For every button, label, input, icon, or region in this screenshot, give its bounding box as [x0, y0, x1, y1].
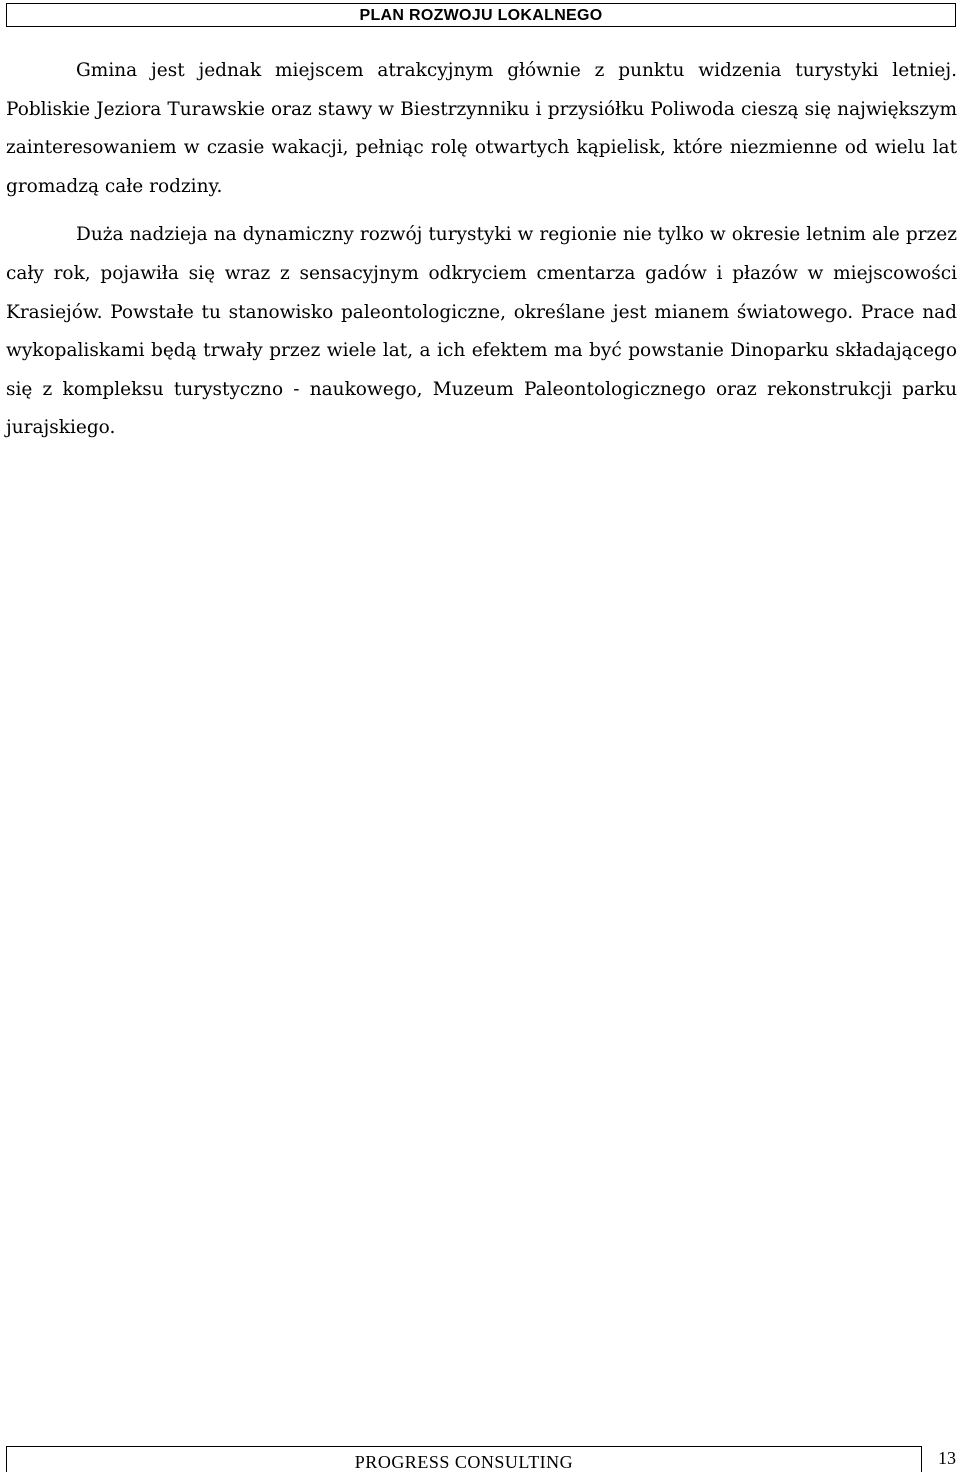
page-number: 13 [938, 1448, 956, 1468]
page-body [6, 52, 957, 458]
running-footer [6, 1446, 956, 1472]
footer-company-name: PROGRESS CONSULTING [354, 1452, 574, 1472]
paragraph-tourism-summer: Gmina jest jednak miejscem atrakcyjnym głównie z punktu widzenia turystyki letniej. Pobliskie Jeziora Turawskie oraz stawy w Biestrzynniku i przysiółku Poliwoda cieszą się największym zainteresowaniem w czasie wakacji, pełniąc rolę otwartych kąpielisk, które niezmienne od wielu lat gromadzą całe rodziny. [6, 60, 957, 197]
running-header [6, 3, 956, 27]
paragraph-krasiejow-discovery: Duża nadzieja na dynamiczny rozwój turystyki w regionie nie tylko w okresie letnim ale przez cały rok, pojawiła się wraz z sensacyjnym odkryciem cmentarza gadów i płazów w miejscowości Krasiejów. Powstałe tu stanowisko paleontologiczne, określane jest mianem światowego. Prace nad wykopaliskami będą trwały przez wiele lat, a ich efektem ma być powstanie Dinoparku składającego się z kompleksu turystyczno - naukowego, Muzeum Paleontologicznego oraz rekonstrukcji parku jurajskiego. [6, 224, 957, 439]
footer-company-box [6, 1446, 922, 1472]
document-title: PLAN ROZWOJU LOKALNEGO [359, 7, 603, 24]
